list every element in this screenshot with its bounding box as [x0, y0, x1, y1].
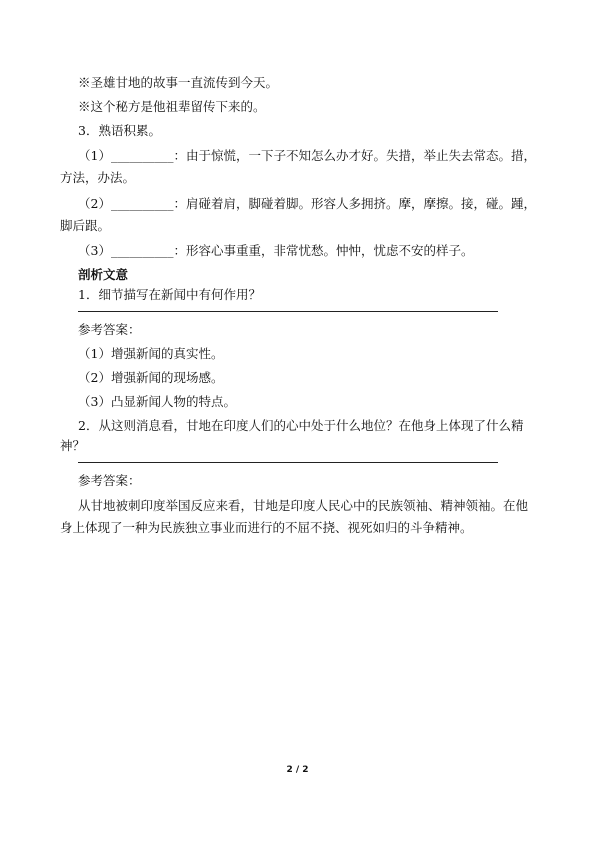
note-line-1: ※圣雄甘地的故事一直流传到今天。 — [78, 75, 279, 90]
idiom-item-1: （1）__________：由于惊慌，一下子不知怎么办才好。失措，举止失去常态。措，方法，办法。 — [60, 148, 536, 185]
section-title-idioms: 3．熟语积累。 — [78, 123, 161, 138]
note-line-2: ※这个秘方是他祖辈留传下来的。 — [78, 99, 266, 114]
answer-1-item-3: （3）凸显新闻人物的特点。 — [78, 394, 236, 409]
answer-1-item-1: （1）增强新闻的真实性。 — [78, 346, 224, 361]
answer-2-text: 从甘地被刺印度举国反应来看，甘地是印度人民心中的民族领袖、精神领袖。在他身上体现了一种为民族独立事业而进行的不屈不挠、视死如归的斗争精神。 — [60, 498, 529, 535]
reference-answer-label-2: 参考答案： — [78, 473, 141, 488]
question-2: 2．从这则消息看，甘地在印度人们的心中处于什么地位？在他身上体现了什么精神？ — [60, 418, 524, 453]
idiom-item-3: （3）__________：形容心事重重，非常忧愁。忡忡，忧虑不安的样子。 — [78, 243, 474, 258]
document-body — [60, 73, 540, 539]
section-heading-analysis: 剖析文意 — [78, 267, 129, 282]
answer-line-1 — [78, 311, 498, 312]
question-1: 1．细节描写在新闻中有何作用？ — [78, 287, 261, 302]
reference-answer-label-1: 参考答案： — [78, 322, 141, 337]
answer-1-item-2: （2）增强新闻的现场感。 — [78, 370, 224, 385]
page-number: 2 / 2 — [286, 765, 309, 775]
answer-line-2 — [78, 462, 498, 463]
idiom-item-2: （2）__________：肩碰着肩，脚碰着脚。形容人多拥挤。摩，摩擦。接，碰。踵，脚后跟。 — [60, 196, 536, 233]
